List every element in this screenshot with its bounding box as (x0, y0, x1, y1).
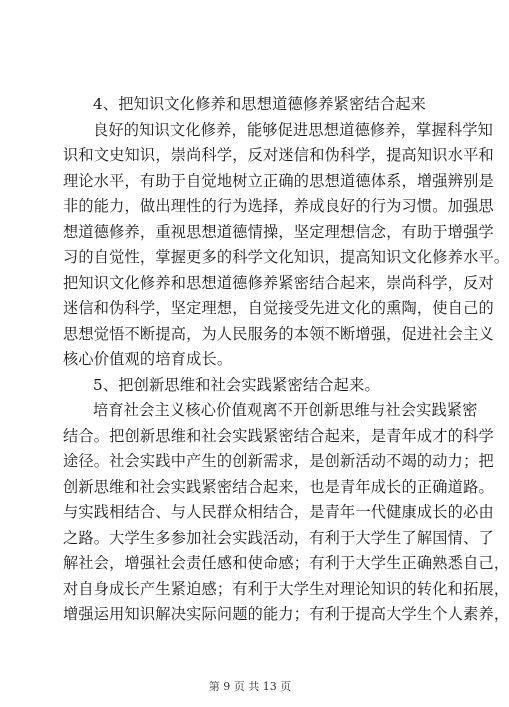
paragraph-line: 想道德修养，重视思想道德情操，坚定理想信念，有助于增强学 (63, 222, 494, 241)
paragraph-line: 识和文史知识，崇尚科学，反对迷信和伪科学，提高知识水平和 (63, 146, 494, 164)
paragraph-line: 习的自觉性，掌握更多的科学文化知识，提高知识文化修养水平。 (63, 248, 509, 266)
paragraph-line: 与实践相结合、与人民群众相结合，是青年一代健康成长的必由 (63, 503, 494, 521)
paragraph-line: 增强运用知识解决实际问题的能力；有利于提高大学生个人素养， (63, 605, 509, 623)
paragraph-line: 培育社会主义核心价值观离不开创新思维与社会实践紧密 (93, 401, 478, 419)
paragraph-line: 对自身成长产生紧迫感；有利于大学生对理论知识的转化和拓展， (63, 579, 509, 598)
paragraph-line: 之路。大学生多参加社会实践活动，有利于大学生了解国情、了 (63, 528, 494, 547)
paragraph-line: 结合。把创新思维和社会实践紧密结合起来，是青年成才的科学 (63, 426, 494, 445)
paragraph-line: 途径。社会实践中产生的创新需求，是创新活动不竭的动力；把 (63, 452, 494, 470)
paragraph-line: 迷信和伪科学，坚定理想，自觉接受先进文化的熏陶，使自己的 (63, 299, 494, 317)
paragraph-line: 思想觉悟不断提高，为人民服务的本领不断增强，促进社会主义 (63, 324, 494, 343)
paragraph-line: 解社会，增强社会责任感和使命感；有利于大学生正确熟悉自己， (63, 554, 509, 572)
paragraph-line: 良好的知识文化修养，能够促进思想道德修养，掌握科学知 (93, 120, 494, 139)
section-heading-4: 4、把知识文化修养和思想道德修养紧密结合起来 (93, 95, 427, 113)
section-heading-5: 5、把创新思维和社会实践紧密结合起来。 (93, 375, 380, 394)
paragraph-line: 非的能力，做出理性的行为选择，养成良好的行为习惯。加强思 (63, 197, 494, 215)
paragraph-line: 创新思维和社会实践紧密结合起来，也是青年成长的正确道路。 (63, 477, 494, 496)
paragraph-line: 理论水平，有助于自觉地树立正确的思想道德体系，增强辨别是 (63, 171, 494, 190)
page-number-footer: 第 9 页 共 13 页 (208, 680, 292, 693)
paragraph-line: 把知识文化修养和思想道德修养紧密结合起来，崇尚科学，反对 (63, 273, 494, 292)
paragraph-line: 核心价值观的培育成长。 (63, 350, 233, 368)
document-body (63, 92, 509, 628)
